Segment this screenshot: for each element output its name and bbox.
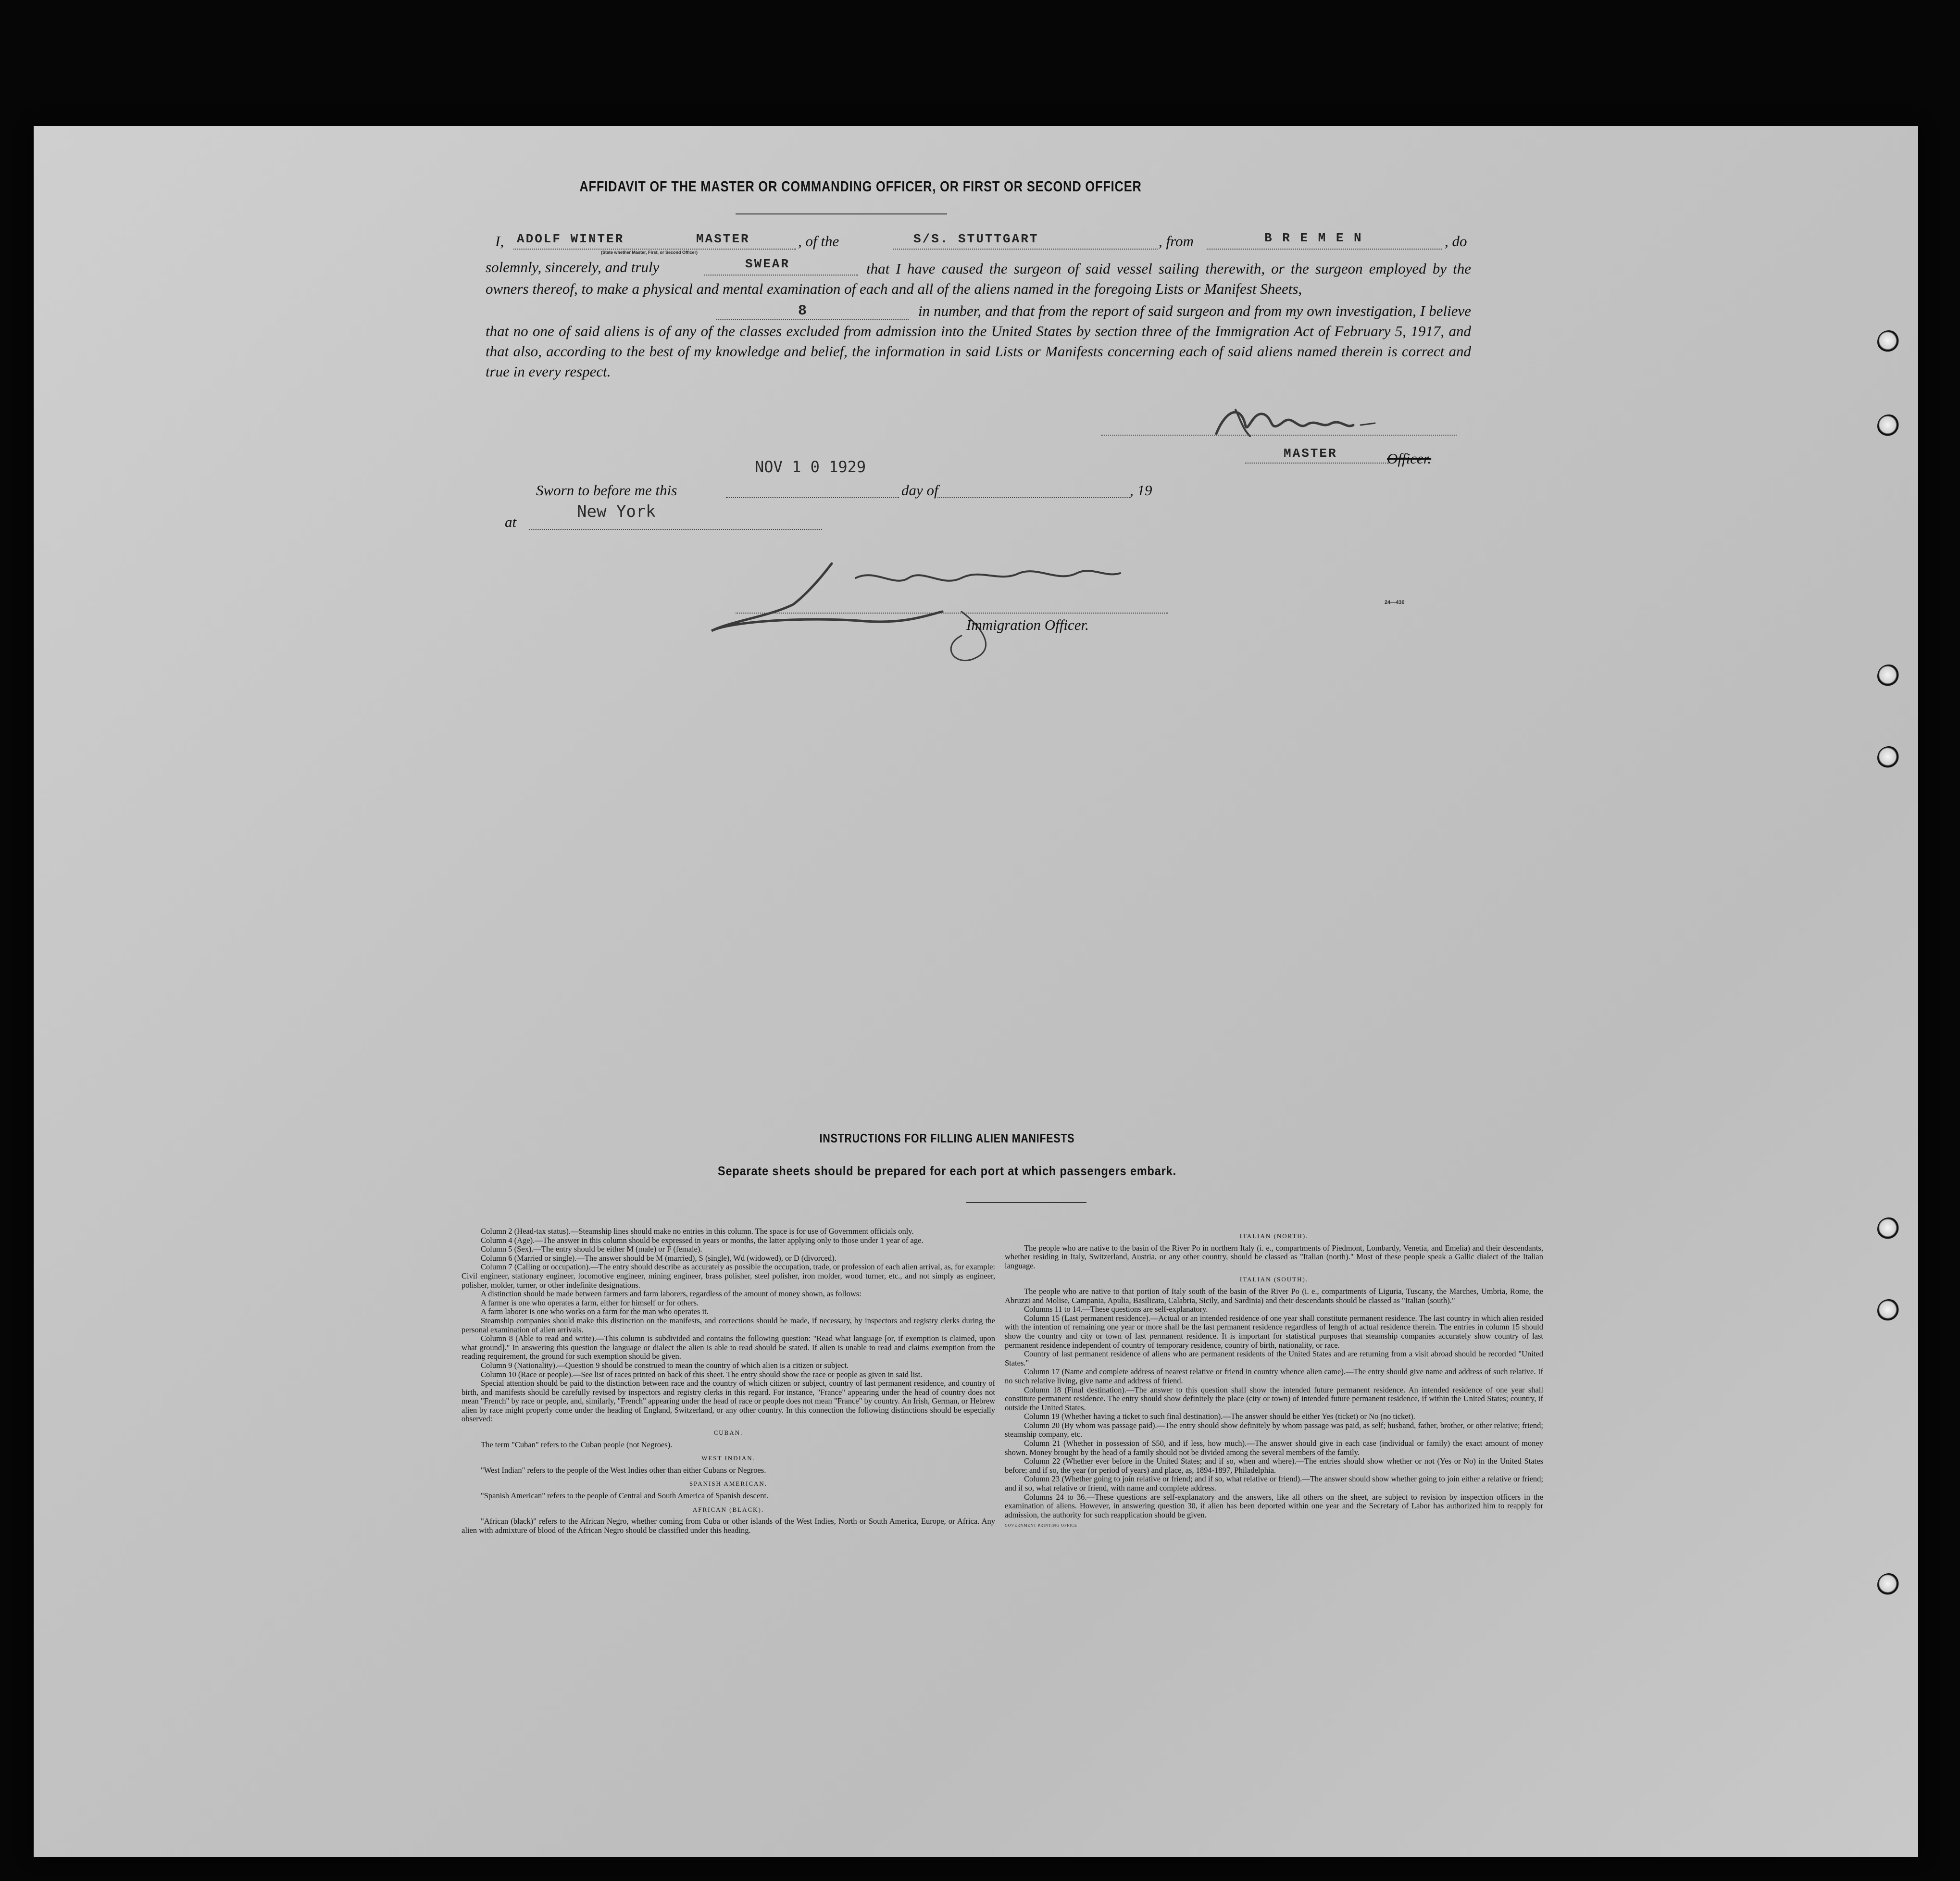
instr-laborer-def: A farm laborer is one who works on a farm for the man who operates it. — [481, 1307, 709, 1317]
name-line — [513, 249, 796, 250]
officer-label: Officer. — [1387, 450, 1432, 467]
instr-col4: Column 4 (Age).—The answer in this column should be expressed in years or months, the latter applying only to those under 1 year of age. — [481, 1235, 924, 1245]
punch-hole-6 — [1877, 1299, 1900, 1322]
sheet-count: 8 — [798, 303, 809, 319]
spanish-american-text: "Spanish American" refers to the people of Central and South America of Spanish descent. — [481, 1491, 769, 1501]
port-line — [1207, 249, 1442, 250]
sworn-label: Sworn to before me this — [536, 482, 677, 499]
cuban-heading: CUBAN. — [713, 1429, 743, 1437]
instr-steamship: Steamship companies should make this distinction on the manifests, and corrections should be made, if necessary, by inspectors and registry clerks during the personal examination of alien arrivals. — [462, 1316, 995, 1334]
place-line — [529, 529, 822, 530]
day-of-label: day of — [901, 482, 938, 499]
rank-note: (State whether Master, First, or Second Officer) — [601, 250, 698, 255]
instr-col15: Column 15 (Last permanent residence).—Actual or an intended residence of one year shall constitute permanent residence. The last country in which alien resided with the intention of remaining one year or more shall be the last permanent residence regardless of length of actual residence therein. The entries in column 15 should show the country and city or town of last permanent residence. It is important for statistical purposes that steamship companies accurately show country of last permanent residence independent of country of temporary residence, country of birth, nationality, or race. — [1005, 1313, 1543, 1350]
form-number: 24—430 — [1385, 600, 1405, 605]
solemnly-label: solemnly, sincerely, and truly — [486, 259, 660, 276]
instr-col6: Column 6 (Married or single).—The answer should be M (married), S (single), Wd (widowed), or D (divorced). — [481, 1253, 836, 1263]
instructions-rule — [966, 1202, 1086, 1203]
do-label: , do — [1445, 233, 1467, 250]
sworn-day-line — [726, 497, 899, 498]
instr-col22: Column 22 (Whether ever before in the United States; and if so, when and where).—The entries should show whether or not (Yes or No) in the United States before; and if so, the year (or period of years) and place, as, 1894-1897, Philadelphia. — [1005, 1456, 1543, 1475]
punch-hole-3 — [1877, 665, 1900, 688]
punch-hole-5 — [1877, 1217, 1900, 1241]
italian-south-heading: ITALIAN (SOUTH). — [1239, 1276, 1309, 1283]
master-signature — [1207, 395, 1409, 448]
instr-col17: Column 17 (Name and complete address of nearest relative or friend in country whence alien came).—The entry should give name and address of such relative. If no such relative living, give name and address of friend. — [1005, 1367, 1543, 1385]
immigration-officer-label: Immigration Officer. — [966, 616, 1089, 633]
affidavit-body-2: in number, and that from the report of said surgeon and from my own investigation, I believe that no one of said aliens is of any of the classes excluded from admission into the United States by section three of the Immigration Act of February 5, 1917, and that also, according to the best of my knowledge and belief, the information in said Lists or Manifests concerning each of said aliens named therein is correct and true in every respect. — [486, 302, 1471, 380]
month-line — [937, 497, 1130, 498]
instr-col9: Column 9 (Nationality).—Question 9 should be construed to mean the country of which alien is a citizen or subject. — [481, 1360, 849, 1370]
west-indian-heading: WEST INDIAN. — [701, 1455, 755, 1462]
affidavit-I: I, — [495, 233, 504, 250]
affidavit-body-1: that I have caused the surgeon of said vessel sailing therewith, or the surgeon employed by the owners thereof, to make a physical and mental examination of each and all of the aliens named in the foregoing Lists or Manifest Sheets, — [486, 260, 1471, 297]
cuban-text: The term "Cuban" refers to the Cuban people (not Negroes). — [481, 1440, 673, 1449]
instr-col10: Column 10 (Race or people).—See list of races printed on back of this sheet. The entry should show the race or people as given in said list. — [481, 1369, 923, 1379]
master-name: ADOLF WINTER — [517, 232, 624, 246]
punch-hole-2 — [1877, 414, 1900, 438]
spanish-american-heading: SPANISH AMERICAN. — [689, 1480, 768, 1488]
date-stamp: NOV 1 0 1929 — [755, 458, 866, 476]
affidavit-heading: AFFIDAVIT OF THE MASTER OR COMMANDING OFFICER, OR FIRST OR SECOND OFFICER — [579, 178, 1142, 195]
immigration-officer-signature — [673, 539, 1192, 665]
signature-line — [1101, 435, 1457, 436]
instr-col20: Column 20 (By whom was passage paid).—The entry should show definitely by whom passage was paid, as self; husband, father, brother, or other relative; friend; steamship company, etc. — [1005, 1420, 1543, 1439]
instr-col11-14: Columns 11 to 14.—These questions are self-explanatory. — [1024, 1304, 1208, 1314]
african-heading: AFRICAN (BLACK). — [692, 1505, 764, 1513]
signature-title: MASTER — [1284, 446, 1337, 461]
instr-col8: Column 8 (Able to read and write).—This column is subdivided and contains the following question: "Read what language [or, if exemption is claimed, upon what ground]." In answering this question the language or dialect the alien is able to read should be stated. If alien is unable to read and claims exemption from the reading requirement, the ground for such exemption should be given. — [462, 1334, 995, 1361]
manifest-page — [34, 126, 1918, 1857]
punch-hole-7 — [1877, 1573, 1900, 1596]
instr-special: Special attention should be paid to the distinction between race and the country of which citizen or subject, country of last permanent residence, and country of birth, and manifests should be carefully revised by inspectors and registry clerks in this regard. For instance, "France" appearing under the head of country does not mean "French" by race or people, and, similarly, "French" appearing under the head of race or people does not mean "France" by country. An Irish, German, or Hebrew alien by race might properly come under the heading of England, Switzerland, or any other country. In this connection the following distinctions should be especially observed: — [462, 1379, 995, 1424]
vessel-line — [893, 249, 1158, 250]
officer-line — [1245, 463, 1389, 464]
of-the-label: , of the — [798, 233, 839, 250]
punch-hole-4 — [1877, 746, 1900, 769]
instr-farmers: A distinction should be made between farmers and farm laborers, regardless of the amount of money shown, as follows: — [481, 1289, 861, 1299]
instr-col21: Column 21 (Whether in possession of $50, and if less, how much).—The answer should give in each case (individual or family) the exact amount of money shown. Money brought by the head of a family should not be divided among the several members of the family. — [1005, 1439, 1543, 1457]
instructions-left-column — [462, 1227, 995, 1535]
punch-hole-1 — [1877, 330, 1900, 353]
instructions-subtitle: Separate sheets should be prepared for each port at which passengers embark. — [718, 1164, 1176, 1178]
port-name: B R E M E N — [1264, 231, 1363, 245]
instructions-right-column — [1005, 1227, 1543, 1533]
instr-col19: Column 19 (Whether having a ticket to such final destination).—The answer should be either Yes (ticket) or No (no ticket). — [1024, 1412, 1415, 1421]
instr-col7: Column 7 (Calling or occupation).—The entry should describe as accurately as possible the occupation, trade, or profession of each alien arrival, as, for example: Civil engineer, stationary engineer, locomotive engineer, mining engineer, brass polisher, steel polisher, iron molder, wood turner, etc., and not simply as engineer, polisher, molder, turner, or other indefinite designations. — [462, 1262, 995, 1290]
italian-north-heading: ITALIAN (NORTH). — [1239, 1232, 1309, 1240]
vessel-name: S/S. STUTTGART — [913, 232, 1039, 246]
instr-us-residents: Country of last permanent residence of aliens who are permanent residents of the United States and are returning from a visit abroad should be recorded "United States." — [1005, 1349, 1543, 1367]
instructions-title: INSTRUCTIONS FOR FILLING ALIEN MANIFESTS — [819, 1131, 1075, 1145]
heading-rule — [736, 213, 947, 214]
west-indian-text: "West Indian" refers to the people of the West Indies other than either Cubans or Negroes. — [481, 1465, 766, 1475]
officer-sig-line — [736, 613, 1168, 614]
instr-col23: Column 23 (Whether going to join relative or friend; and if so, what relative or friend).—The answer should show whether going to join either a relative or friend; and if so, what relative or friend, with name and complete address. — [1005, 1474, 1543, 1493]
from-label: , from — [1159, 233, 1194, 250]
instr-col24-36: Columns 24 to 36.—These questions are self-explanatory and the answers, like all others on the sheet, are subject to revision by inspection officers in the examination of aliens. However, in answering question 30, if alien has been deported within one year and the Secretary of Labor has authorized him to reapply for admission, the authority for such reapplication should be given. — [1005, 1492, 1543, 1519]
italian-south-text: The people who are native to that portion of Italy south of the basin of the River Po (i. e., compartments of Liguria, Tuscany, the Marches, Umbria, Rome, the Abruzzi and Molise, Campania, Apulia, Basilicata, Calabria, Sicily, and Sardinia) and their descendants should be classed as "Italian (south)." — [1005, 1286, 1543, 1305]
oath-word: SWEAR — [745, 257, 790, 271]
instr-farmer-def: A farmer is one who operates a farm, either for himself or for others. — [481, 1298, 699, 1307]
at-label: at — [505, 514, 517, 530]
italian-north-text: The people who are native to the basin of the River Po in northern Italy (i. e., compartments of Piedmont, Lombardy, Venetia, and Emelia) and their descendants, whether residing in Italy, Switzerland, Austria, or any other country, should be classed as "Italian (north)." Most of these people speak a Gallic dialect of the Italian language. — [1005, 1243, 1543, 1270]
master-rank: MASTER — [696, 232, 750, 246]
instr-col18: Column 18 (Final destination).—The answer to this question shall show the intended future permanent residence. An intended residence of one year shall constitute permanent residence. The entry should show definitely the place (city or town) of intended future permanent residence, if within the United States; country, if outside the United States. — [1005, 1385, 1543, 1412]
instr-col5: Column 5 (Sex).—The entry should be either M (male) or F (female). — [481, 1244, 702, 1254]
printer-note: GOVERNMENT PRINTING OFFICE — [1005, 1523, 1077, 1528]
place-name: New York — [577, 502, 656, 521]
instr-col2: Column 2 (Head-tax status).—Steamship lines should make no entries in this column. The space is for use of Government officials only. — [481, 1227, 914, 1236]
african-text: "African (black)" refers to the African Negro, whether coming from Cuba or other islands of the West Indies, North or South America, Europe, or Africa. Any alien with admixture of blood of the African Negro should be classified under this heading. — [462, 1517, 995, 1535]
year-prefix: , 19 — [1130, 482, 1152, 499]
